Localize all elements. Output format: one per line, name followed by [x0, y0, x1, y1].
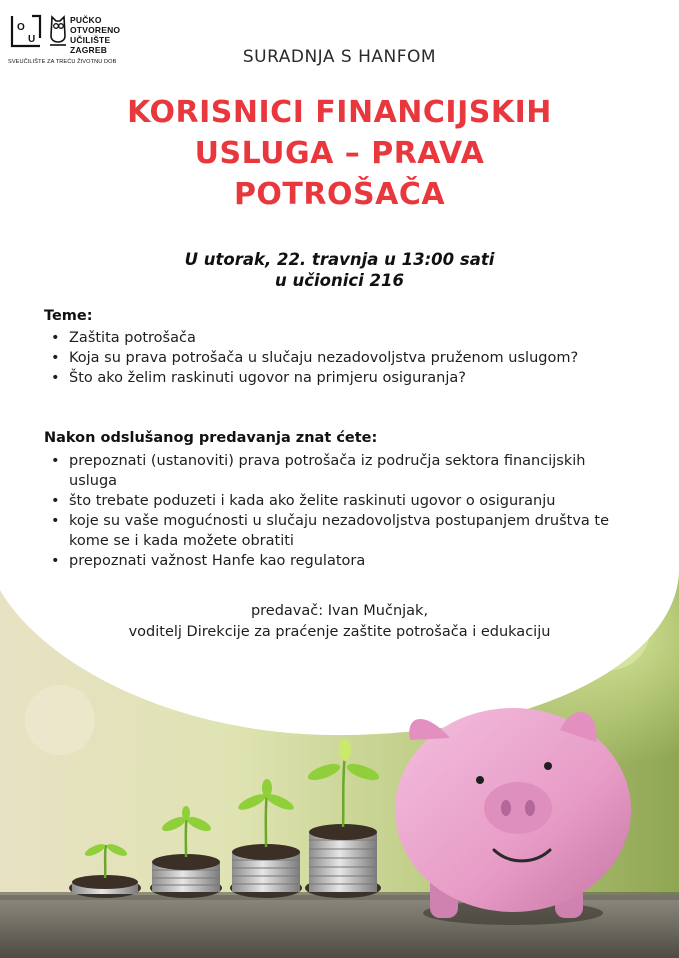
- owl-icon: [48, 14, 68, 48]
- list-item: • Koja su prava potrošača u slučaju nezadovoljstva pruženom uslugom?: [44, 348, 634, 368]
- svg-text:O: O: [17, 22, 25, 33]
- list-item: • prepoznati (ustanoviti) prava potrošača iz područja sektora financijskih usluga: [44, 451, 634, 491]
- list-item: • Što ako želim raskinuti ugovor na primjeru osiguranja?: [44, 368, 634, 388]
- list-item: • Zaštita potrošača: [44, 328, 634, 348]
- list-item: • prepoznati važnost Hanfe kao regulatora: [44, 551, 634, 571]
- list-item: • koje su vaše mogućnosti u slučaju nezadovoljstva postupanjem društva te kome se i kada možete obratiti: [44, 511, 634, 551]
- logo-mark: [8, 12, 44, 50]
- outcomes-list: [44, 451, 634, 571]
- lecturer-info: predavač: Ivan Mučnjak, voditelj Direkcije za praćenje zaštite potrošača i edukaciju: [128, 603, 551, 640]
- logo-text: PUČKO OTVORENO UČILIŠTE ZAGREB: [70, 15, 121, 55]
- topics-list: [44, 328, 634, 388]
- list-item: • što trebate poduzeti i kada ako želite raskinuti ugovor o osiguranju: [44, 491, 634, 511]
- outcomes-heading: Nakon odslušanog predavanja znat ćete:: [44, 430, 378, 446]
- svg-text:U: U: [28, 34, 36, 45]
- coin-stack-icon: [69, 875, 141, 898]
- page-title: KORISNICI FINANCIJSKIH USLUGA – PRAVA POTROŠAČA: [127, 95, 552, 212]
- event-date: U utorak, 22. travnja u 13:00 sati u učionici 216: [184, 250, 495, 290]
- topics-heading: Teme:: [44, 308, 93, 324]
- logo-tagline: SVEUČILIŠTE ZA TREĆU ŽIVOTNU DOB: [8, 59, 117, 65]
- series-title: SURADNJA S HANFOM: [242, 47, 437, 67]
